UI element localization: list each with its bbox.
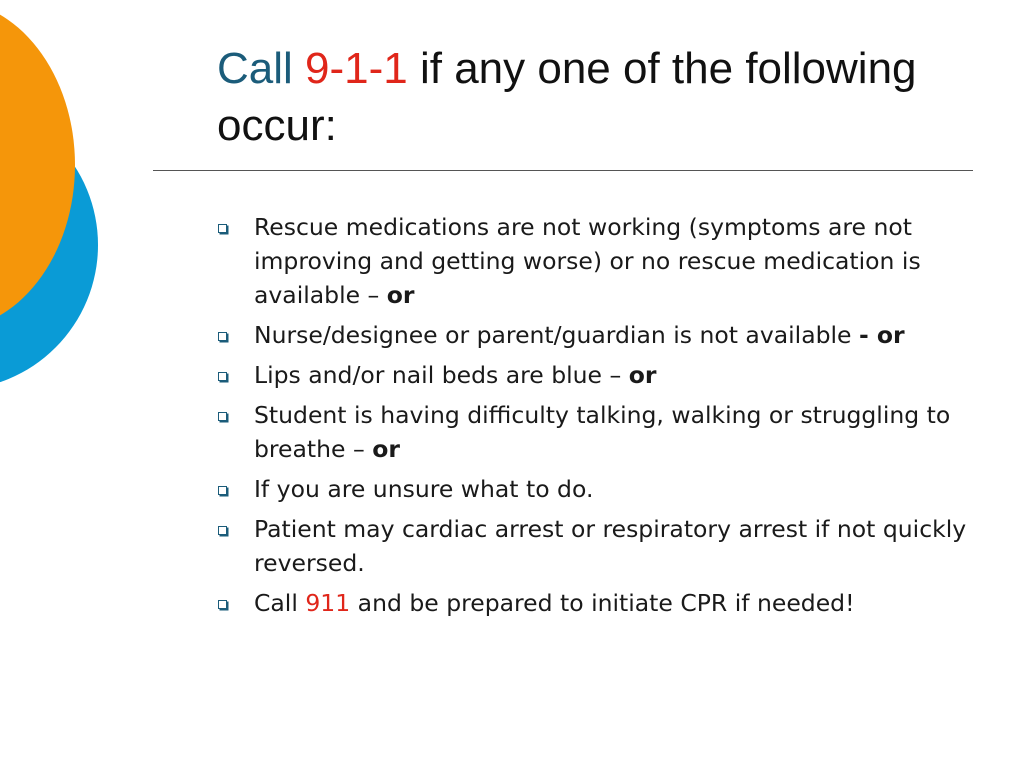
bullet-text: Rescue medications are not working (symptoms are not improving and getting worse) or no rescue medication is available – [254, 213, 921, 309]
hollow-square-bullet-icon [218, 332, 227, 341]
bullet-emphasis: or [386, 281, 415, 309]
hollow-square-bullet-icon [218, 372, 227, 381]
hollow-square-bullet-icon [218, 600, 227, 609]
bullet-text-suffix: and be prepared to initiate CPR if needed! [350, 589, 855, 617]
hollow-square-bullet-icon [218, 486, 227, 495]
bullet-text: Lips and/or nail beds are blue – [254, 361, 629, 389]
bullet-text-prefix: Call [254, 589, 306, 617]
bullet-item [216, 398, 1016, 466]
hollow-square-bullet-icon [218, 412, 227, 421]
title-rest: if any one of the following occur: [217, 44, 917, 151]
hollow-square-bullet-icon [218, 224, 227, 233]
title-call-word: Call [217, 44, 293, 93]
hollow-square-bullet-icon [218, 526, 227, 535]
bullet-item [216, 472, 1016, 506]
bullet-text: Nurse/designee or parent/guardian is not available [254, 321, 859, 349]
bullet-text: If you are unsure what to do. [254, 475, 594, 503]
bullet-list [216, 210, 1016, 626]
bullet-emphasis: or [372, 435, 400, 463]
bullet-item [216, 358, 1016, 392]
title-emergency-number: 9-1-1 [305, 44, 408, 93]
bullet-text: Patient may cardiac arrest or respiratory arrest if not quickly reversed. [254, 515, 967, 577]
bullet-emphasis: - or [858, 321, 905, 349]
bullet-emphasis: or [628, 361, 657, 389]
bullet-item [216, 512, 1016, 580]
slide-title [217, 40, 977, 154]
bullet-item [216, 210, 1016, 312]
emergency-number: 911 [305, 589, 351, 617]
bullet-item [216, 586, 1016, 620]
bullet-text: Student is having difficulty talking, walking or struggling to breathe – [254, 401, 951, 463]
bullet-item [216, 318, 1016, 352]
title-divider [153, 170, 973, 171]
